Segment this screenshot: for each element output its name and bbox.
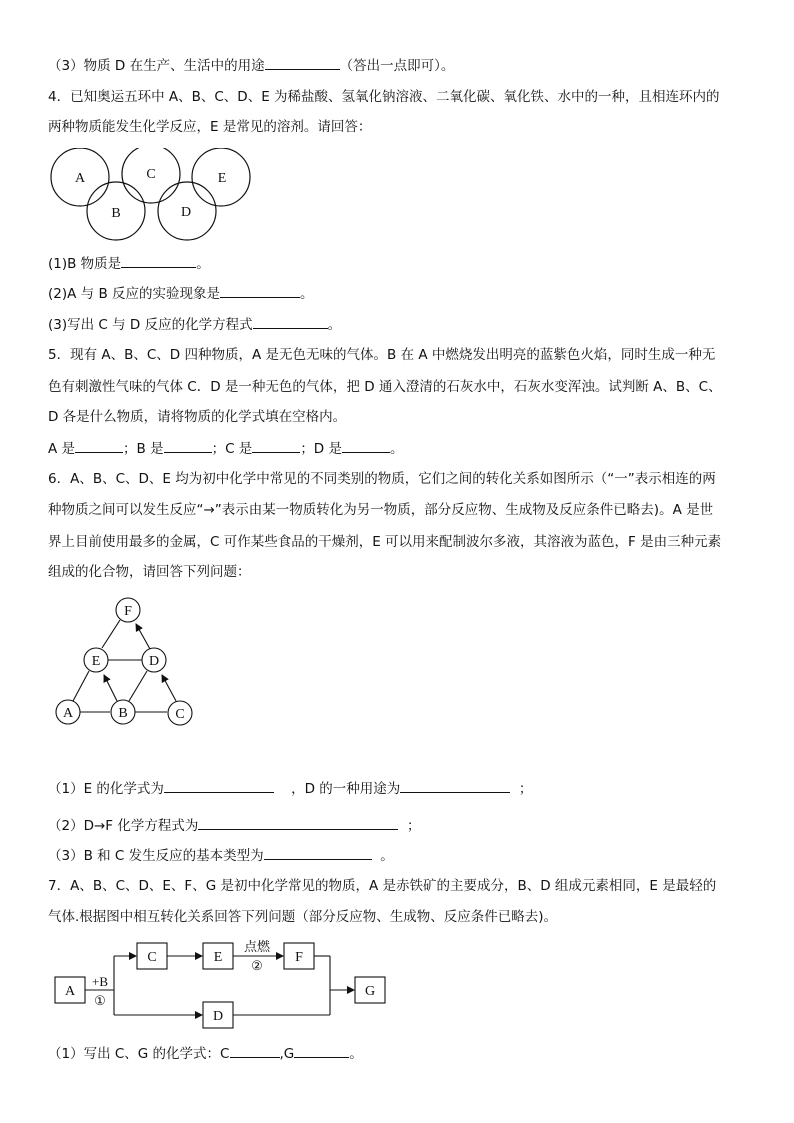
answer-blank-d[interactable] <box>342 438 390 453</box>
node-label-d: D <box>148 654 160 669</box>
q7-sub1: （1）写出 C、G 的化学式：C ,G 。 <box>48 1043 363 1064</box>
q4-stem-line1: 4．已知奥运五环中 A、B、C、D、E 为稀盐酸、氢氧化钠溶液、二氧化碳、氧化铁、水中的一种，且相连环内的 <box>48 89 720 105</box>
q5-line3: D 各是什么物质，请将物质的化学式填在空格内。 <box>48 409 347 425</box>
ring-label-e: E <box>217 171 227 186</box>
box-label-a: A <box>64 984 76 999</box>
edge-e-f <box>102 620 120 648</box>
answer-blank-d-use[interactable] <box>400 778 510 793</box>
answer-blank[interactable] <box>253 314 328 329</box>
ring-label-c: C <box>146 167 156 182</box>
answer-blank[interactable] <box>265 55 340 70</box>
box-label-f: F <box>295 950 303 965</box>
answer-blank-b[interactable] <box>164 438 212 453</box>
box-label-g: G <box>364 984 376 999</box>
arrow-b-to-e <box>104 675 117 701</box>
node-label-f: F <box>124 604 132 619</box>
ring-label-d: D <box>180 205 192 220</box>
edge-b-d <box>129 671 147 701</box>
arrow2-bottom-label: ② <box>251 958 263 973</box>
answer-blank[interactable] <box>121 253 196 268</box>
answer-blank-equation[interactable] <box>198 815 398 830</box>
box-label-e: E <box>213 950 223 965</box>
q6-line4: 组成的化合物，请回答下列问题： <box>48 564 251 580</box>
node-label-a: A <box>62 706 74 721</box>
arrow2-top-label: 点燃 <box>243 940 271 955</box>
q6-sub3: （3）B 和 C 发生反应的基本类型为 。 <box>48 845 394 866</box>
arrow-c-to-d <box>162 675 176 701</box>
q4-sub2: (2)A 与 B 反应的实验现象是 。 <box>48 283 314 304</box>
q5-answers: A 是 ；B 是 ；C 是 ；D 是 。 <box>48 438 404 459</box>
box-label-d: D <box>212 1009 224 1024</box>
arrow1-bottom-label: ① <box>94 993 106 1008</box>
q3-item3: （3）物质 D 在生产、生活中的用途 （答出一点即可）。 <box>48 55 454 76</box>
answer-blank-e-formula[interactable] <box>164 778 274 793</box>
answer-blank-a[interactable] <box>75 438 123 453</box>
arrow1-top-label: +B <box>91 974 109 989</box>
answer-blank-g-formula[interactable] <box>294 1043 349 1058</box>
node-label-e: E <box>91 654 101 669</box>
edge-a-e <box>73 671 89 701</box>
q4-sub3: (3)写出 C 与 D 反应的化学方程式 。 <box>48 314 341 335</box>
q6-relation-diagram <box>46 595 206 730</box>
q5-line1: 5．现有 A、B、C、D 四种物质，A 是无色无味的气体。B 在 A 中燃烧发出明亮的蓝紫色火焰，同时生成一种无 <box>48 347 716 363</box>
q4-sub1: (1)B 物质是 。 <box>48 253 210 274</box>
q4-stem-line2: 两种物质能发生化学反应，E 是常见的溶剂。请回答： <box>48 119 372 135</box>
q6-line1: 6．A、B、C、D、E 均为初中化学中常见的不同类别的物质，它们之间的转化关系如图所示（“一”表示相连的两 <box>48 471 716 487</box>
box-label-c: C <box>147 950 157 965</box>
ring-label-a: A <box>74 171 86 186</box>
answer-blank[interactable] <box>220 283 300 298</box>
q6-line2: 种物质之间可以发生反应“→”表示由某一物质转化为另一物质，部分反应物、生成物及反应条件已略去)。A 是世 <box>48 502 714 518</box>
q6-line3: 界上目前使用最多的金属，C 可作某些食品的干燥剂，E 可以用来配制波尔多液，其溶液为蓝色，F 是由三种元素 <box>48 534 722 550</box>
ring-label-b: B <box>111 206 121 221</box>
node-label-b: B <box>118 706 128 721</box>
q7-line1: 7．A、B、C、D、E、F、G 是初中化学常见的物质，A 是赤铁矿的主要成分，B、D 组成元素相同，E 是最轻的 <box>48 878 717 894</box>
q6-sub2: （2）D→F 化学方程式为 ； <box>48 815 420 836</box>
q7-flow-diagram <box>50 935 395 1035</box>
node-label-c: C <box>175 707 185 722</box>
q7-line2: 气体.根据图中相互转化关系回答下列问题（部分反应物、生成物、反应条件已略去)。 <box>48 909 558 925</box>
q6-sub1: （1）E 的化学式为 ，D 的一种用途为 ； <box>48 778 532 799</box>
answer-blank-c[interactable] <box>252 438 300 453</box>
q5-line2: 色有刺激性气味的气体 C．D 是一种无色的气体，把 D 通入澄清的石灰水中，石灰水变浑浊。试判断 A、B、C、 <box>48 379 722 395</box>
answer-blank-c-formula[interactable] <box>230 1043 280 1058</box>
olympic-rings-diagram <box>44 148 258 243</box>
answer-blank-reaction-type[interactable] <box>264 845 372 860</box>
arrow-d-to-f <box>136 624 150 649</box>
